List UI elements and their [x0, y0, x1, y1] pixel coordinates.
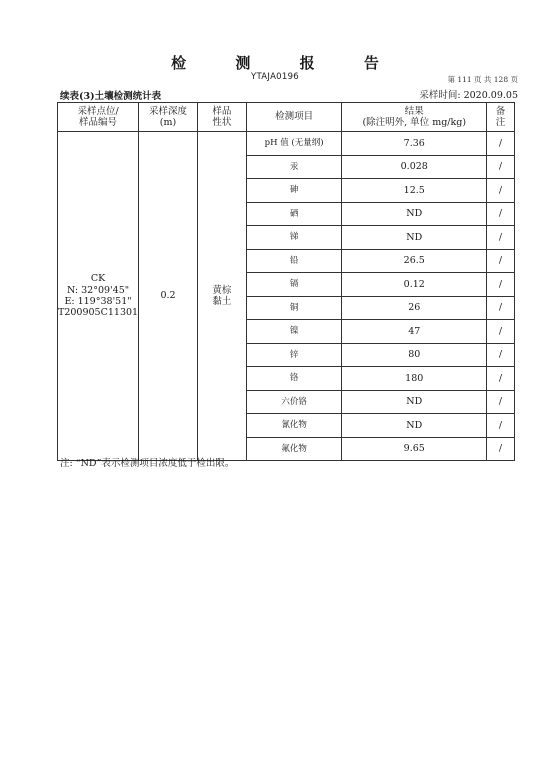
header-result	[342, 103, 487, 132]
result-cell: ND	[342, 226, 487, 250]
item-cell: 锑	[246, 226, 342, 250]
header-site	[58, 103, 139, 132]
remark-cell: /	[487, 414, 515, 438]
site-north: N: 32°09'45"	[66, 284, 130, 296]
footnote: 注: “ND”表示检测项目浓度低于检出限。	[60, 458, 235, 469]
result-cell: 26.5	[342, 249, 487, 273]
item-cell: 氟化物	[246, 437, 342, 461]
remark-cell: /	[487, 249, 515, 273]
item-cell: 镉	[246, 273, 342, 297]
result-cell: 26	[342, 296, 487, 320]
item-cell: pH 值 (无量纲)	[246, 132, 342, 156]
remark-cell: /	[487, 437, 515, 461]
header-depth-line1: 采样深度	[149, 105, 188, 117]
nature-cell	[197, 132, 246, 461]
nature-nature-line1: 黄棕	[212, 284, 232, 296]
remark-cell: /	[487, 273, 515, 297]
item-cell: 镍	[246, 320, 342, 344]
item-cell: 硒	[246, 202, 342, 226]
header-nature-line1: 样品	[212, 105, 232, 117]
soil-test-table	[57, 102, 515, 461]
site-name: CK	[90, 273, 106, 285]
item-cell: 砷	[246, 179, 342, 203]
remark-cell: /	[487, 390, 515, 414]
report-number: YTAJA0196	[250, 72, 300, 82]
item-cell: 汞	[246, 155, 342, 179]
table-header-row	[58, 103, 515, 132]
item-cell: 六价铬	[246, 390, 342, 414]
table-row	[58, 132, 515, 156]
result-cell: 0.028	[342, 155, 487, 179]
header-result-line1: 结果	[404, 105, 424, 117]
remark-cell: /	[487, 179, 515, 203]
item-cell: 氰化物	[246, 414, 342, 438]
remark-cell: /	[487, 226, 515, 250]
header-nature-line2: 性状	[212, 117, 232, 128]
depth-cell: 0.2	[139, 132, 198, 461]
header-item: 检测项目	[246, 103, 342, 132]
site-east: E: 119°38'51"	[64, 296, 132, 307]
remark-cell: /	[487, 367, 515, 391]
nature-nature-line2: 黏土	[212, 296, 232, 307]
item-cell: 铅	[246, 249, 342, 273]
result-cell: ND	[342, 390, 487, 414]
header-site-line2: 样品编号	[79, 117, 118, 128]
result-cell: ND	[342, 202, 487, 226]
remark-cell: /	[487, 343, 515, 367]
header-remark-line2: 注	[495, 117, 506, 128]
header-site-line1: 采样点位/	[77, 105, 119, 117]
result-cell: 7.36	[342, 132, 487, 156]
remark-cell: /	[487, 296, 515, 320]
remark-cell: /	[487, 320, 515, 344]
result-cell: 12.5	[342, 179, 487, 203]
result-cell: 9.65	[342, 437, 487, 461]
header-remark-line1: 备	[495, 105, 506, 117]
page-number: 第 111 页 共 128 页	[447, 75, 518, 84]
item-cell: 铬	[246, 367, 342, 391]
item-cell: 铜	[246, 296, 342, 320]
result-cell: ND	[342, 414, 487, 438]
header-remark	[487, 103, 515, 132]
site-code: T200905C11301	[58, 307, 139, 319]
result-cell: 47	[342, 320, 487, 344]
site-cell	[58, 132, 139, 461]
remark-cell: /	[487, 155, 515, 179]
remark-cell: /	[487, 202, 515, 226]
header-depth	[139, 103, 198, 132]
result-cell: 180	[342, 367, 487, 391]
result-cell: 0.12	[342, 273, 487, 297]
sample-date: 采样时间: 2020.09.05	[419, 90, 518, 101]
header-result-line2: (除注明外, 单位 mg/kg)	[362, 117, 467, 128]
item-cell: 锌	[246, 343, 342, 367]
header-nature	[197, 103, 246, 132]
report-title: 检 测 报 告	[171, 54, 401, 72]
header-depth-line2: (m)	[159, 117, 177, 128]
remark-cell: /	[487, 132, 515, 156]
result-cell: 80	[342, 343, 487, 367]
table-title: 续表(3)土壤检测统计表	[60, 91, 162, 102]
